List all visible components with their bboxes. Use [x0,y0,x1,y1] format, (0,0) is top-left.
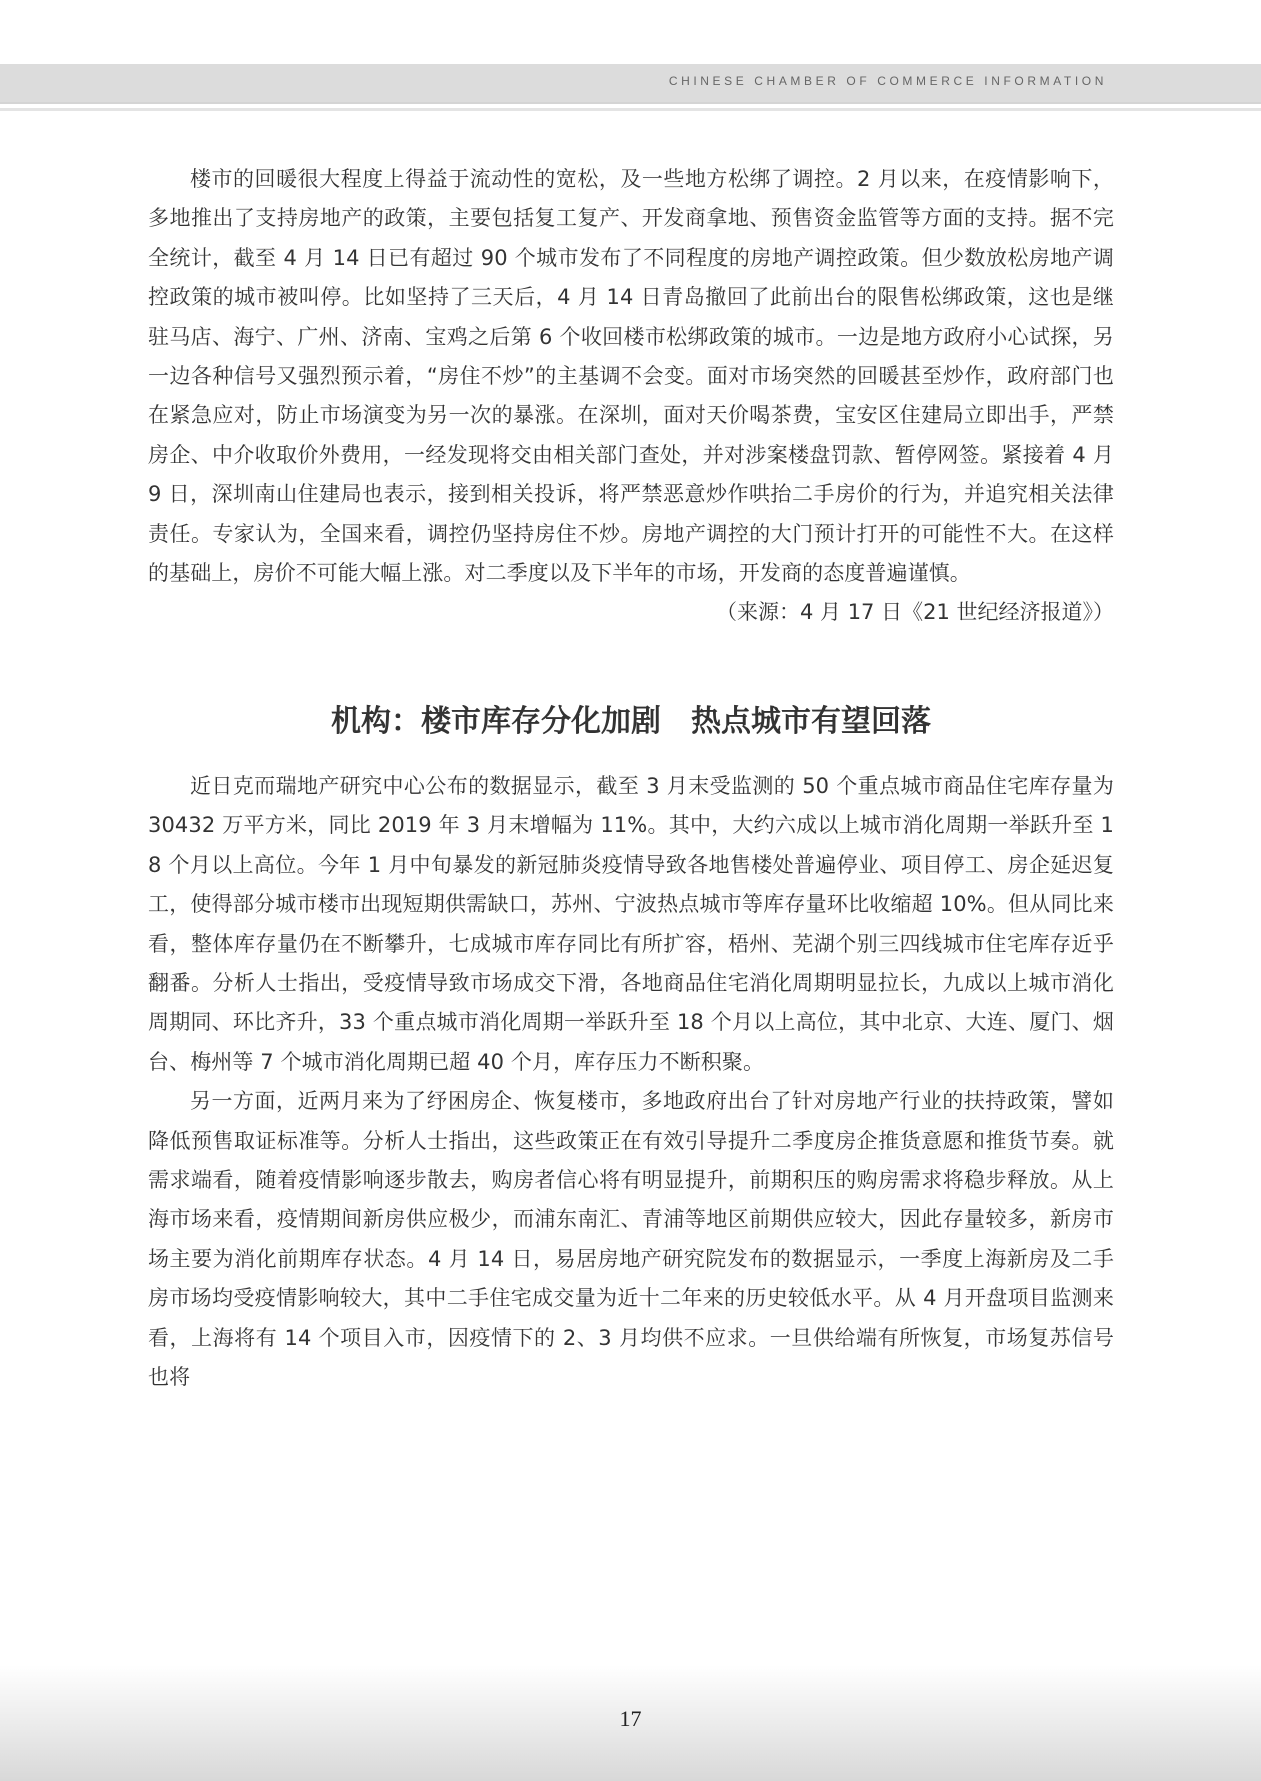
header-divider-secondary [0,108,1261,111]
article1-paragraph: 楼市的回暖很大程度上得益于流动性的宽松，及一些地方松绑了调控。2 月以来，在疫情影响下，多地推出了支持房地产的政策，主要包括复工复产、开发商拿地、预售资金监管等方面的支持。据不完全统计，截至 4 月 14 日已有超过 90 个城市发布了不同程度的房地产调控政策。但少数放松房地产调控政策的城市被叫停。比如坚持了三天后，4 月 14 日青岛撤回了此前出台的限售松绑政策，这也是继驻马店、海宁、广州、济南、宝鸡之后第 6 个收回楼市松绑政策的城市。一边是地方政府小心试探，另一边各种信号又强烈预示着，“房住不炒”的主基调不会变。面对市场突然的回暖甚至炒作，政府部门也在紧急应对，防止市场演变为另一次的暴涨。在深圳，面对天价喝茶费，宝安区住建局立即出手，严禁房企、中介收取价外费用，一经发现将交由相关部门查处，并对涉案楼盘罚款、暂停网签。紧接着 4 月 9 日，深圳南山住建局也表示，接到相关投诉，将严禁恶意炒作哄抬二手房价的行为，并追究相关法律责任。专家认为，全国来看，调控仍坚持房住不炒。房地产调控的大门预计打开的可能性不大。在这样的基础上，房价不可能大幅上涨。对二季度以及下半年的市场，开发商的态度普遍谨慎。 [148,167,1114,586]
article2-title: 机构：楼市库存分化加剧 热点城市有望回落 [331,703,931,739]
page-number: 17 [619,1706,642,1731]
article1-source: （来源：4 月 17 日《21 世纪经济报道》） [715,600,1114,625]
article2-paragraph-1: 近日克而瑞地产研究中心公布的数据显示，截至 3 月末受监测的 50 个重点城市商品住宅库存量为 30432 万平方米，同比 2019 年 3 月末增幅为 11%。其中，大约六成以上城市消化周期一举跃升至 18 个月以上高位。今年 1 月中旬暴发的新冠肺炎疫情导致各地售楼处普遍停业、项目停工、房企延迟复工，使得部分城市楼市出现短期供需缺口，苏州、宁波热点城市等库存量环比收缩超 10%。但从同比来看，整体库存量仍在不断攀升，七成城市库存同比有所扩容，梧州、芜湖个别三四线城市住宅库存近乎翻番。分析人士指出，受疫情导致市场成交下滑，各地商品住宅消化周期明显拉长，九成以上城市消化周期同、环比齐升，33 个重点城市消化周期一举跃升至 18 个月以上高位，其中北京、大连、厦门、烟台、梅州等 7 个城市消化周期已超 40 个月，库存压力不断积聚。 [148,773,1114,1074]
article-content [148,160,1114,1397]
header-divider [0,102,1261,104]
article2-paragraph-2: 另一方面，近两月来为了纾困房企、恢复楼市，多地政府出台了针对房地产行业的扶持政策，譬如降低预售取证标准等。分析人士指出，这些政策正在有效引导提升二季度房企推货意愿和推货节奏。就需求端看，随着疫情影响逐步散去，购房者信心将有明显提升，前期积压的购房需求将稳步释放。从上海市场来看，疫情期间新房供应极少，而浦东南汇、青浦等地区前期供应较大，因此存量较多，新房市场主要为消化前期库存状态。4 月 14 日，易居房地产研究院发布的数据显示，一季度上海新房及二手房市场均受疫情影响较大，其中二手住宅成交量为近十二年来的历史较低水平。从 4 月开盘项目监测来看，上海将有 14 个项目入市，因疫情下的 2、3 月均供不应求。一旦供给端有所恢复，市场复苏信号也将 [148,1089,1114,1389]
publication-header: CHINESE CHAMBER OF COMMERCE INFORMATION [668,74,1107,88]
